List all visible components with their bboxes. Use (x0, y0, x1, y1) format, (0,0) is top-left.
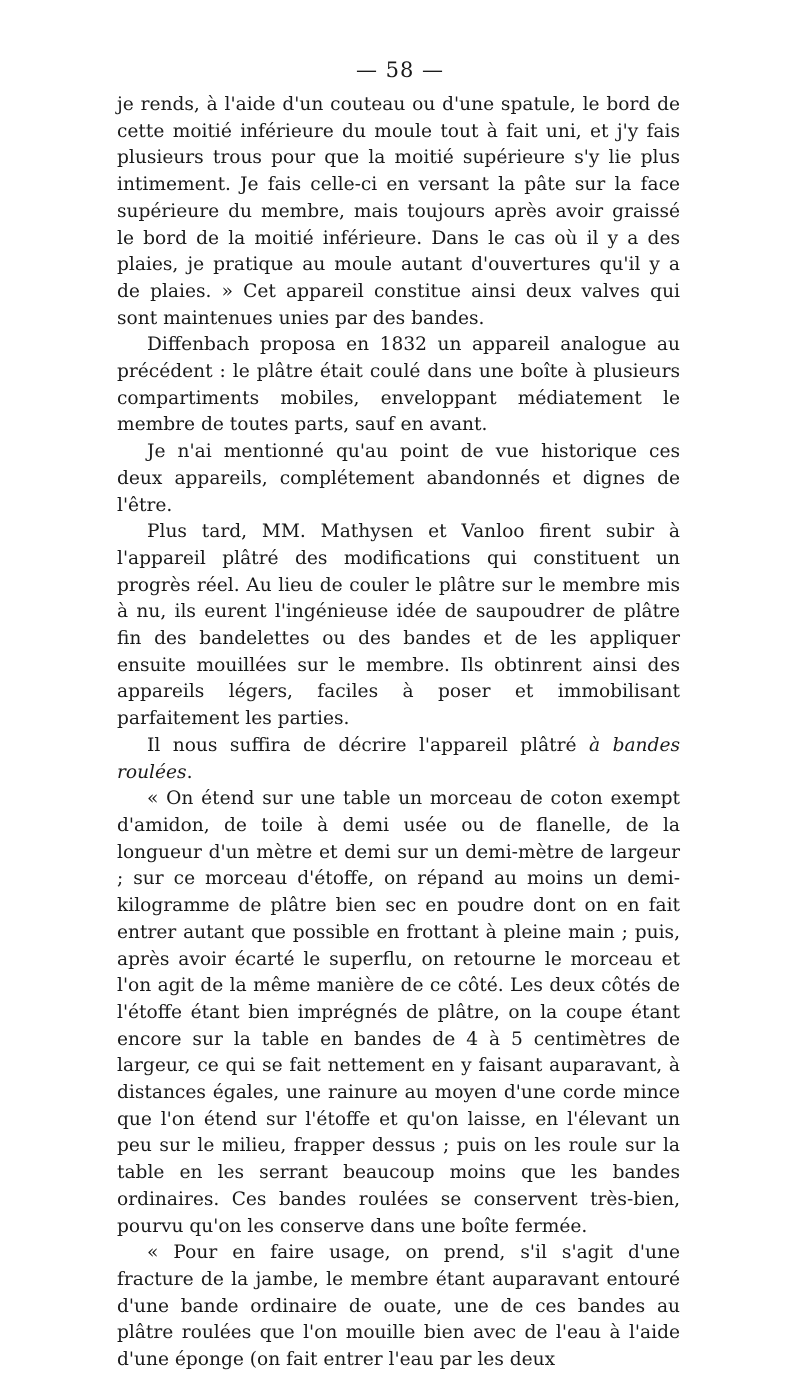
paragraph (117, 332, 680, 439)
paragraph (117, 733, 680, 786)
paragraph (117, 519, 680, 733)
paragraph-text: Diffenbach proposa en 1832 un appareil analogue au précédent : le plâtre était coulé dans une boîte à plusieurs compartiments mobiles, enveloppant médiatement le membre de toutes parts, sauf en avant. (117, 334, 680, 436)
paragraph-text: « Pour en faire usage, on prend, s'il s'agit d'une fracture de la jambe, le membre étant auparavant entouré d'une bande ordinaire de ouate, une de ces bandes au plâtre roulées que l'on mouille bien avec de l'eau à l'aide d'une éponge (on fait entrer l'eau par les deux (117, 1242, 680, 1371)
paragraph-text: . (186, 761, 193, 783)
body-text (117, 92, 680, 1374)
paragraph (117, 439, 680, 519)
paragraph (117, 1240, 680, 1374)
paragraph-text: je rends, à l'aide d'un couteau ou d'une spatule, le bord de cette moitié inférieure du moule tout à fait uni, et j'y fais plusieurs trous pour que la moitié supérieure s'y lie plus intimement. Je fais celle-ci en versant la pâte sur la face supérieure du membre, mais toujours après avoir graissé le bord de la moitié inférieure. Dans le cas où il y a des plaies, je pratique au moule autant d'ouvertures qu'il y a de plaies. » Cet appareil constitue ainsi deux valves qui sont maintenues unies par des bandes. (117, 94, 680, 329)
paragraph (117, 92, 680, 332)
paragraph-text: « On étend sur une table un morceau de coton exempt d'amidon, de toile à demi usée ou de flanelle, de la longueur d'un mètre et demi sur un demi-mètre de largeur ; sur ce morceau d'étoffe, on répand au moins un demi-kilogramme de plâtre bien sec en poudre dont on en fait entrer autant que possible en frottant à pleine main ; puis, après avoir écarté le superflu, on retourne le morceau et l'on agit de la même manière de ce côté. Les deux côtés de l'étoffe étant bien imprégnés de plâtre, on la coupe étant encore sur la table en bandes de 4 à 5 centimètres de largeur, ce qui se fait nettement en y faisant auparavant, à distances égales, une rainure au moyen d'une corde mince que l'on étend sur l'étoffe et qu'on laisse, en l'élevant un peu sur le milieu, frapper dessus ; puis on les roule sur la table en les serrant beaucoup moins que les bandes ordinaires. Ces bandes roulées se conservent très-bien, pourvu qu'on les conserve dans une boîte fermée. (117, 788, 680, 1237)
page-number: — 58 — (355, 58, 445, 82)
paragraph-text: Plus tard, MM. Mathysen et Vanloo firent subir à l'appareil plâtré des modifications qui constituent un progrès réel. Au lieu de couler le plâtre sur le membre mis à nu, ils eurent l'ingénieuse idée de saupoudrer de plâtre fin des bandelettes ou des bandes et de les appliquer ensuite mouillées sur le membre. Ils obtinrent ainsi des appareils légers, faciles à poser et immobilisant parfaitement les parties. (117, 521, 680, 730)
paragraph-text: Il nous suffira de décrire l'appareil plâtré (147, 734, 590, 756)
paragraph-text: Je n'ai mentionné qu'au point de vue historique ces deux appareils, complétement abandonnés et dignes de l'être. (117, 441, 680, 516)
paragraph (117, 786, 680, 1240)
italic-text: à bandes roulées (117, 734, 680, 783)
